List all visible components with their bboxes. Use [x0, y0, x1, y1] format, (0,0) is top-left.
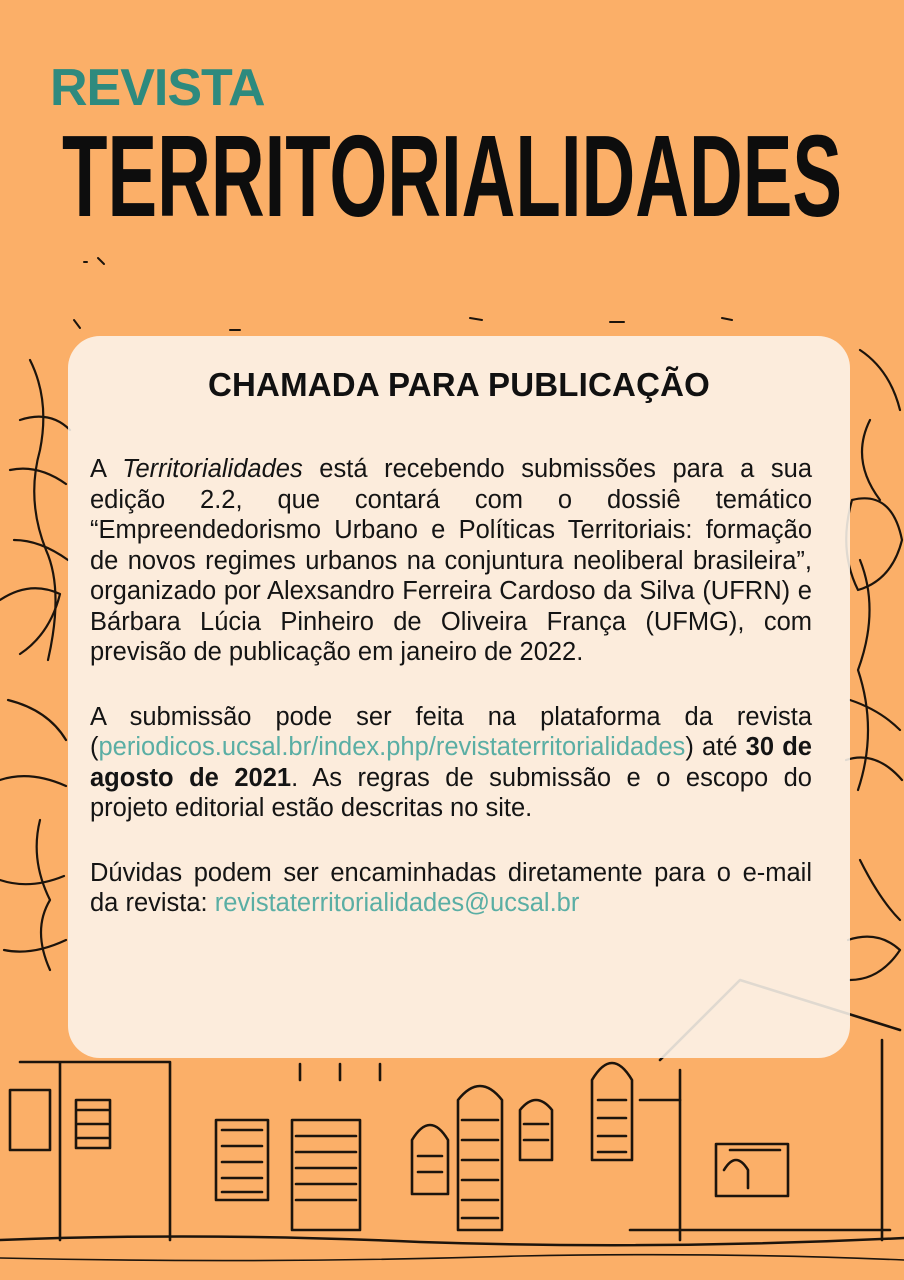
card-body [90, 454, 812, 953]
contact-email-link[interactable]: revistaterritorialidades@ucsal.br [214, 889, 580, 917]
journal-name: Territorialidades [122, 455, 303, 483]
journal-masthead [62, 118, 852, 228]
submission-deadline: 30 de agosto de 2021 [90, 733, 812, 792]
announcement-text-start: A [90, 455, 123, 483]
contact-text: Dúvidas podem ser encaminhadas diretamente para o e-mail da revista: [90, 858, 812, 917]
submission-text-mid: ) até [685, 733, 746, 761]
journal-url-link[interactable]: periodicos.ucsal.br/index.php/revistaterritorialidades [98, 733, 686, 761]
card-title: CHAMADA PARA PUBLICAÇÃO [207, 366, 711, 403]
submission-text-end: . As regras de submissão e o escopo do projeto editorial estão descritas no site. [90, 763, 812, 822]
journal-title: TERRITORIALIDADES [62, 118, 842, 228]
paragraph-announcement [90, 454, 812, 668]
announcement-text-rest: está recebendo submissões para a sua edição 2.2, que contará com o dossiê temático “Empreendedorismo Urbano e Políticas Territoriais: formação de novos regimes urbanos na conjuntura neoliberal brasileira”, organizado por Alexsandro Ferreira Cardoso da Silva (UFRN) e Bárbara Lúcia Pinheiro de Oliveira França (UFMG), com previsão de publicação em janeiro de 2022. [90, 455, 812, 666]
call-for-papers-card [68, 336, 850, 1058]
paragraph-submission [90, 702, 812, 824]
submission-text-start: A submissão pode ser feita na plataforma da revista ( [90, 702, 812, 761]
journal-kicker: REVISTA [50, 59, 265, 117]
paragraph-contact [90, 858, 812, 919]
